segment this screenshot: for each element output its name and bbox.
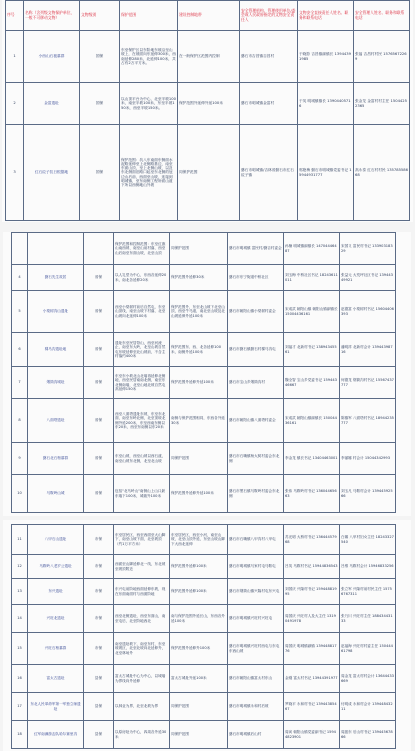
- cell-control: 保护范围外，东至北山坡下北至山顶，西至牛马道，南北至山坡及北山坡延伸外延100米: [170, 291, 228, 333]
- table-row: [12, 579, 396, 605]
- cell-person: 刘国庆 兴隆村书记 15944881995: [284, 579, 340, 605]
- header-keeper: 安全管理人姓名、职务和联系电话: [354, 1, 410, 31]
- cell-protect: 南至遗址坡下，南至东村，东至坡坡区，北至北坡向北延伸外，北至林场外: [114, 633, 170, 665]
- table-row: [12, 265, 396, 291]
- cell-keeper: 付明成 永和村会计 13944843211: [340, 693, 396, 721]
- cell-person: 金刚 富太村书记 13944391977: [284, 665, 340, 693]
- heritage-table-3: [11, 524, 396, 749]
- cell-person: 罗晓平 永和村书记 13944385467: [284, 693, 340, 721]
- cell-control: 富太古城址外延100米: [170, 665, 228, 693]
- cell-owner: 磐石市明城镇金富村: [240, 83, 298, 125]
- cell-no: 8: [12, 399, 28, 443]
- cell-name: 红军南满游击队哈尔赛里沟: [28, 721, 84, 749]
- cell-person: 苏光明 大桥村书记 13644457968: [284, 525, 340, 555]
- cell-control: 保护范围东、西、北各延伸100米，南侧外延100米: [170, 333, 228, 367]
- table-row: [12, 605, 396, 633]
- cell-keeper: 吕维 马鞍村会计 15946833256: [340, 555, 396, 579]
- table-row: [12, 291, 396, 333]
- cell-name: 马鞍岭山城: [28, 475, 84, 513]
- cell-no: 2: [6, 83, 24, 125]
- cell-no: 6: [12, 333, 28, 367]
- cell-level: 市保: [84, 525, 114, 555]
- cell-keeper: 宋国义 富民村书记 13390318329: [340, 233, 396, 265]
- cell-protect: 保护范围：坑八东南面东侧面水泥路延伸至上北侧路基边，南至东面山顶，至上北侧山坡，以及东北侧面泊路口起至东北侧的冠边山后前，西面至山坡，连接到明城镇，至东南侧工程所面山道下所以西侧地山外坡: [120, 125, 178, 221]
- cell-name: 八面塔遗址: [28, 399, 84, 443]
- cell-keeper: 张福 吉昌村村民 15765672269: [354, 31, 410, 83]
- cell-name: 金富遗址: [24, 83, 80, 125]
- table-row: [12, 633, 396, 665]
- heritage-table-2: [11, 232, 396, 513]
- cell-person: 宋成武 朝阳山镇副镇长 15004436161: [284, 399, 340, 443]
- cell-owner: 磐石市黑石镇马鞍岭村委会东北侧: [228, 475, 284, 513]
- cell-no: [12, 233, 28, 265]
- cell-control: 东至居民区，西至小河，南至山坡，北至山顶外延，东至山坡山脚下大西北延伸: [170, 525, 228, 555]
- cell-control: 保护范围外延伸外100米: [170, 633, 228, 665]
- cell-protect: 遗址东至民居背山，西至河流止，南至东大岭，北至山坡自然屯东坡延伸至北山坡前，不含主村落约400米: [114, 333, 170, 367]
- cell-keeper: 白娜 八甲村妇女主任 18243327540: [340, 525, 396, 555]
- cell-name: 红石砬子抗日根据地: [24, 125, 80, 221]
- cell-control: 同保护范围: [170, 233, 228, 265]
- cell-control: 同保护范围: [178, 125, 240, 221]
- cell-protect: 西至八面塔遗址东坡，东至东北面，南至东岭北侧，北至顶坡北侧外延200米，东至西南东侧以东20米，西至东南侧以东20米: [114, 399, 170, 443]
- table-row: [6, 31, 410, 83]
- cell-control: 同保护范围: [170, 721, 228, 749]
- cell-keeper: 李丽娜 村会计 15044342993: [340, 443, 396, 475]
- cell-control: 保护范围外延伸外延100米: [170, 367, 228, 399]
- cell-owner: 磐石市明城镇兴旺村西屯与东屯东西山坡: [228, 633, 284, 665]
- cell-name: 磐石先生故居: [28, 265, 84, 291]
- cell-protect: 保护范围和控制范围：东至红旗山南西坡、南至山前村落，西至山后南至东面山坡，北至山顶: [114, 233, 170, 265]
- cell-person: 宋成武 朝阳山镇 朝阳山镇副镇长 15004436161: [284, 291, 340, 333]
- cell-name: 富太古遗址: [28, 665, 84, 693]
- cell-level: 市保: [84, 579, 114, 605]
- cell-control: 同保护范围: [170, 693, 228, 721]
- cell-level: 市保: [84, 555, 114, 579]
- cell-control: 南侧与保护范围相同，东西各外延30米: [170, 399, 228, 443]
- cell-no: 13: [12, 579, 28, 605]
- cell-control: 同保护范围: [170, 443, 228, 475]
- table-row: [12, 555, 396, 579]
- cell-owner: 磐石市明城镇后山村: [228, 721, 284, 749]
- cell-keeper: 刘玉凡 马鞍村会计 13944592566: [340, 475, 396, 513]
- cell-level: [84, 233, 114, 265]
- cell-level: 市保: [84, 605, 114, 633]
- cell-owner: 磐石市石嘴镇杨大树村委会东北侧: [228, 443, 284, 475]
- cell-person: 魏全智 宝山乡党委书记 15944346667: [284, 367, 340, 399]
- cell-level: 省保: [84, 399, 114, 443]
- header-level: 文物级别: [80, 1, 120, 31]
- table-row: [6, 125, 410, 221]
- cell-protect: 西至北侧遗址，西至东面山，南至屯后，北至阶地西北: [114, 605, 170, 633]
- cell-level: 市保: [84, 633, 114, 665]
- cell-person: 周国庆 明城镇副镇 13944881776: [284, 633, 340, 665]
- cell-keeper: 何德龙 烟筒沟村书记 15567437777: [340, 367, 396, 399]
- table-row: [12, 525, 396, 555]
- cell-keeper: 周振东 后山村书记 13944567866: [340, 721, 396, 749]
- cell-level: 省保: [84, 333, 114, 367]
- cell-owner: 磐石市明城镇永和村后坡: [228, 693, 284, 721]
- cell-name: 磐石北石棺墓群: [28, 443, 84, 475]
- cell-owner: 磐石市明城镇兴旺村兴旺屯: [228, 605, 284, 633]
- cell-owner: 磐石市朝阳山镇小梨树村委会: [228, 291, 284, 333]
- cell-protect: 东至居民区，西至西面至大山脚下，南至山坡下面，北至坡顶（约1万平方米）: [114, 525, 170, 555]
- cell-protect: 包括"北马岭山"南侧山上山口最东墙下100米，城墙外100米: [114, 475, 170, 513]
- cell-no: 1: [6, 31, 24, 83]
- cell-person: 周国庆 兴旺村人及大主任 13190491978: [284, 605, 340, 633]
- cell-name: 八甲石山遗址: [28, 525, 84, 555]
- cell-name: 兴旺石棺墓群: [28, 633, 84, 665]
- cell-level: 国保: [80, 31, 120, 83]
- document-page-2: [3, 232, 411, 516]
- cell-no: 7: [12, 367, 28, 399]
- cell-control: 保护范围外延伸外延100米: [170, 475, 228, 513]
- cell-name: 小梨树沟山遗址: [28, 291, 84, 333]
- cell-owner: 磐石市朝阳山镇富太村东山: [228, 665, 284, 693]
- cell-no: 9: [12, 443, 28, 475]
- cell-protect: 东兴屯前阶地西面延伸东坡，现在东面南面村与西面阶地: [114, 579, 170, 605]
- cell-control: 保护范围外延伸100米: [170, 555, 228, 579]
- cell-name: 东北人民革命军第一军独立师遗址: [28, 693, 84, 721]
- cell-owner: 磐石市明城镇 富民村/磐吉村委会: [228, 233, 284, 265]
- cell-level: 县保: [84, 665, 114, 693]
- table-row: [12, 693, 396, 721]
- cell-protect: 西至小梨树村前后自然屯，东至山顶线，南至山坡下村落，北至山坡向北延伸100米: [114, 291, 170, 333]
- cell-owner: 磐石市磐石镇磐石村梯马沟屯: [228, 333, 284, 367]
- cell-person: 周寅 朝阳山镇党委副书记 15944823901: [284, 721, 340, 749]
- cell-name: 东兴遗址: [28, 579, 84, 605]
- cell-protect: 以原房址为中心，四周各外延30米: [114, 721, 170, 749]
- table-row: [12, 443, 396, 475]
- cell-owner: 磐石市吉昌镇吉昌村: [240, 31, 298, 83]
- cell-protect: 以山顶平台为中心，北至半坡100米，南至半坡100米，东至半坡150米，西至半坡150米。: [120, 83, 178, 125]
- cell-owner: 磐石市烟筒山镇兴隆村屯东兴屯: [228, 579, 284, 605]
- cell-owner: 磐石市明城镇/吉林省磐石市红石砬子镇: [240, 125, 298, 221]
- cell-level: 省保: [84, 475, 114, 513]
- cell-level: 县保: [84, 693, 114, 721]
- cell-no: 3: [6, 125, 24, 221]
- cell-no: 17: [12, 693, 28, 721]
- cell-no: 15: [12, 633, 28, 665]
- table-row: [12, 475, 396, 513]
- cell-owner: 磐石市石嘴镇八甲沟村八甲屯: [228, 525, 284, 555]
- cell-no: 18: [12, 721, 28, 749]
- header-protect: 保护范围: [120, 1, 178, 31]
- cell-no: 10: [12, 475, 28, 513]
- cell-owner: 磐石市宝山乡烟筒沟村: [228, 367, 284, 399]
- cell-person: 张伟 马鞍岭村书记 13604465663: [284, 475, 340, 513]
- cell-person: 于晓影 吉昌镇副镇长 13944391985: [298, 31, 354, 83]
- cell-protect: 东至保护区以东阶地东坡沿至山坡上，在坡面向东延伸300米，西南延伸280米，北延伸100米，共占有2万平方米。: [120, 31, 178, 83]
- cell-person: 孙楠 明城镇副镇长 14704446487: [284, 233, 340, 265]
- cell-keeper: 张乃川 兴旺村主任 18843443133: [340, 605, 396, 633]
- cell-name: 兴旺北遗址: [28, 605, 84, 633]
- header-no: 序号: [6, 1, 24, 31]
- header-control: 建设控制地带: [178, 1, 240, 31]
- cell-keeper: 周金龙 富太村村会计 13644433669: [340, 665, 396, 693]
- document-page-3: [3, 520, 411, 751]
- cell-no: 11: [12, 525, 28, 555]
- cell-no: 12: [12, 555, 28, 579]
- header-person: 文物安全直接责任人姓名、职务和联系电话: [298, 1, 354, 31]
- cell-protect: 以人礼堂为中心，东西各延伸20米，南北各延伸20米: [114, 265, 170, 291]
- header-owner: 安全管理机构、管理使用单位/委会或人民政府指定的文物安全责任人: [240, 1, 298, 31]
- cell-no: 5: [12, 291, 28, 333]
- cell-control: 南与保护范围外延长山，东西各外延100米: [170, 605, 228, 633]
- cell-person: 刘福才 北新村书记 13894345561: [284, 333, 340, 367]
- cell-no: 16: [12, 665, 28, 693]
- table-row: [12, 367, 396, 399]
- cell-keeper: 张益元 大荒坪社区书记 13944349921: [340, 265, 396, 291]
- cell-protect: 东至山坡，西至山坡以西石渡，南至山坡东北侧，北至北山坡: [114, 443, 170, 475]
- table-header-row: [6, 1, 410, 31]
- cell-keeper: 赵福海 兴旺村村委主任 15044461798: [340, 633, 396, 665]
- cell-owner: 磐石市明城镇马家村屯马鞍屯: [228, 555, 284, 579]
- cell-name: 小西山石板墓群: [24, 31, 80, 83]
- cell-person: 刘玉梅 中桥社区书记 18243611011: [284, 265, 340, 291]
- header-name: 名称（含列级文物保护单位，一般不可移动文物）: [24, 1, 80, 31]
- cell-keeper: 潘明祥 北新村会计 13944398716: [340, 333, 396, 367]
- cell-name: 马鞍岭八老岁公遗址: [28, 555, 84, 579]
- cell-no: 14: [12, 605, 28, 633]
- table-row: [12, 665, 396, 693]
- cell-level: 省保: [84, 291, 114, 333]
- cell-name: [28, 233, 84, 265]
- cell-keeper: 张立军 兴隆村前村民主任 15756767311: [340, 579, 396, 605]
- cell-level: 省保: [84, 265, 114, 291]
- table-row: [12, 721, 396, 749]
- cell-level: 县保: [84, 721, 114, 749]
- cell-keeper: 高永泰 红石村村民 13578558668: [354, 125, 410, 221]
- cell-person: 李金龙 镇长书记 13404463001: [284, 443, 340, 475]
- cell-control: 保护范围外延伸外延100米: [178, 83, 240, 125]
- cell-level: 省保: [84, 443, 114, 475]
- cell-level: 国保: [80, 125, 120, 221]
- table-row: [12, 333, 396, 367]
- cell-control: 保护范围外延伸30米: [170, 265, 228, 291]
- cell-no: 4: [12, 265, 28, 291]
- cell-person: 吕英 马鞍村书记 15944836543: [284, 555, 340, 579]
- cell-person: 于英 明城镇镇长 13904405716: [298, 83, 354, 125]
- table-row: [12, 233, 396, 265]
- cell-owner: 磐石市东宁街道中桥社区: [228, 265, 284, 291]
- table-row: [6, 83, 410, 125]
- cell-protect: 富太古城址中心为中心，以城墙为界线向外延伸: [114, 665, 170, 693]
- document-page-1: [2, 0, 413, 222]
- cell-keeper: 赵德富 小梨树村书记 15604406393: [340, 291, 396, 333]
- cell-level: 国保: [80, 83, 120, 125]
- cell-keeper: 陈镇军 八面塔村书记 18944235777: [340, 399, 396, 443]
- cell-person: 郭艳梅 磐石市明城镇党委书记 15944931777: [298, 125, 354, 221]
- cell-name: 梯马沟遗址地: [28, 333, 84, 367]
- cell-owner: 磐石市朝阳山镇八面塔村委会: [228, 399, 284, 443]
- cell-control: 在一般保护区范围内控制: [178, 31, 240, 83]
- cell-protect: 以林业为界，北至北坡为界: [114, 693, 170, 721]
- cell-name: 烟筒沟城址: [28, 367, 84, 399]
- heritage-table-1: [5, 0, 410, 221]
- cell-keeper: 张金龙 金富村村主任 15044252365: [354, 83, 410, 125]
- cell-control: 保护范围外延伸100米: [170, 579, 228, 605]
- cell-protect: 东至东小坡北山北墙再延伸北侧地，西至民居南南北侧，南至东北侧南墙，北至山地北坡自然屯高延伸150米: [114, 367, 170, 399]
- table-row: [12, 399, 396, 443]
- cell-protect: 西面至山脚延伸北一线，东北坡至坡顶附近: [114, 555, 170, 579]
- cell-level: 省保: [84, 367, 114, 399]
